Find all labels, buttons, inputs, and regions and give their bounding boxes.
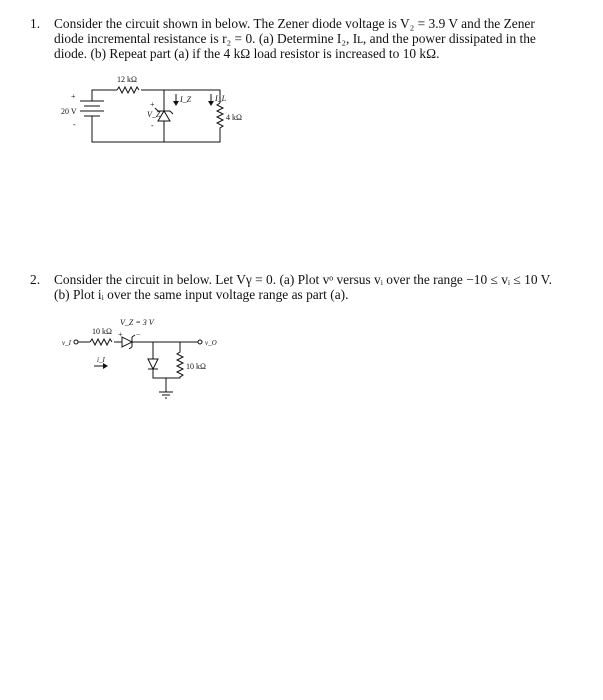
source-minus: - [73,120,76,129]
resistor-10k-series-symbol [90,339,112,345]
zener-current-label: I_Z [180,95,192,104]
zener-voltage-label: V_Z [147,110,161,119]
load-current-label: I_L [215,94,227,103]
resistor-10k-series-label: 10 kΩ [92,327,112,336]
resistor-10k-load-symbol [166,342,183,378]
input-voltage-label: v_I [62,339,71,347]
problem-2-number: 2. [30,272,41,287]
problem-2-line-1: Consider the circuit in below. Let Vγ = 0. (a) Plot vᵒ versus vᵢ over the range −10 ≤ vᵢ ≤ 10 V. [54,272,552,287]
output-terminal [198,340,202,344]
source-plus: + [71,92,76,101]
zener-plus: + [118,330,123,339]
zener-plus: + [150,100,155,109]
problem-1-line-2: diode incremental resistance is r₂ = 0. (a) Determine I₂, Iʟ, and the power dissipated in the [54,31,536,46]
problem-1-number: 1. [30,16,41,31]
zener-minus: − [136,330,141,339]
ground-symbol [159,392,173,398]
zener-voltage-label: V_Z = 3 V [120,318,154,327]
problem-1-line-3: diode. (b) Repeat part (a) if the 4 kΩ load resistor is increased to 10 kΩ. [54,46,440,61]
output-voltage-label: v_O [205,339,217,347]
series-zener-symbol [122,337,132,347]
input-terminal [74,340,78,344]
input-current-label: i_I [97,356,105,364]
resistor-10k-load-label: 10 kΩ [186,362,206,371]
problem-2-line-2: (b) Plot iᵢ over the same input voltage range as part (a). [54,287,349,302]
resistor-4k-label: 4 kΩ [226,113,242,122]
source-voltage-label: 20 V [61,107,77,116]
resistor-12k-label: 12 kΩ [117,75,137,84]
problem-1-line-1: Consider the circuit shown in below. The Zener diode voltage is V₂ = 3.9 V and the Zener [54,16,535,31]
shunt-diode-symbol [148,359,158,369]
zener-minus: - [151,121,154,130]
